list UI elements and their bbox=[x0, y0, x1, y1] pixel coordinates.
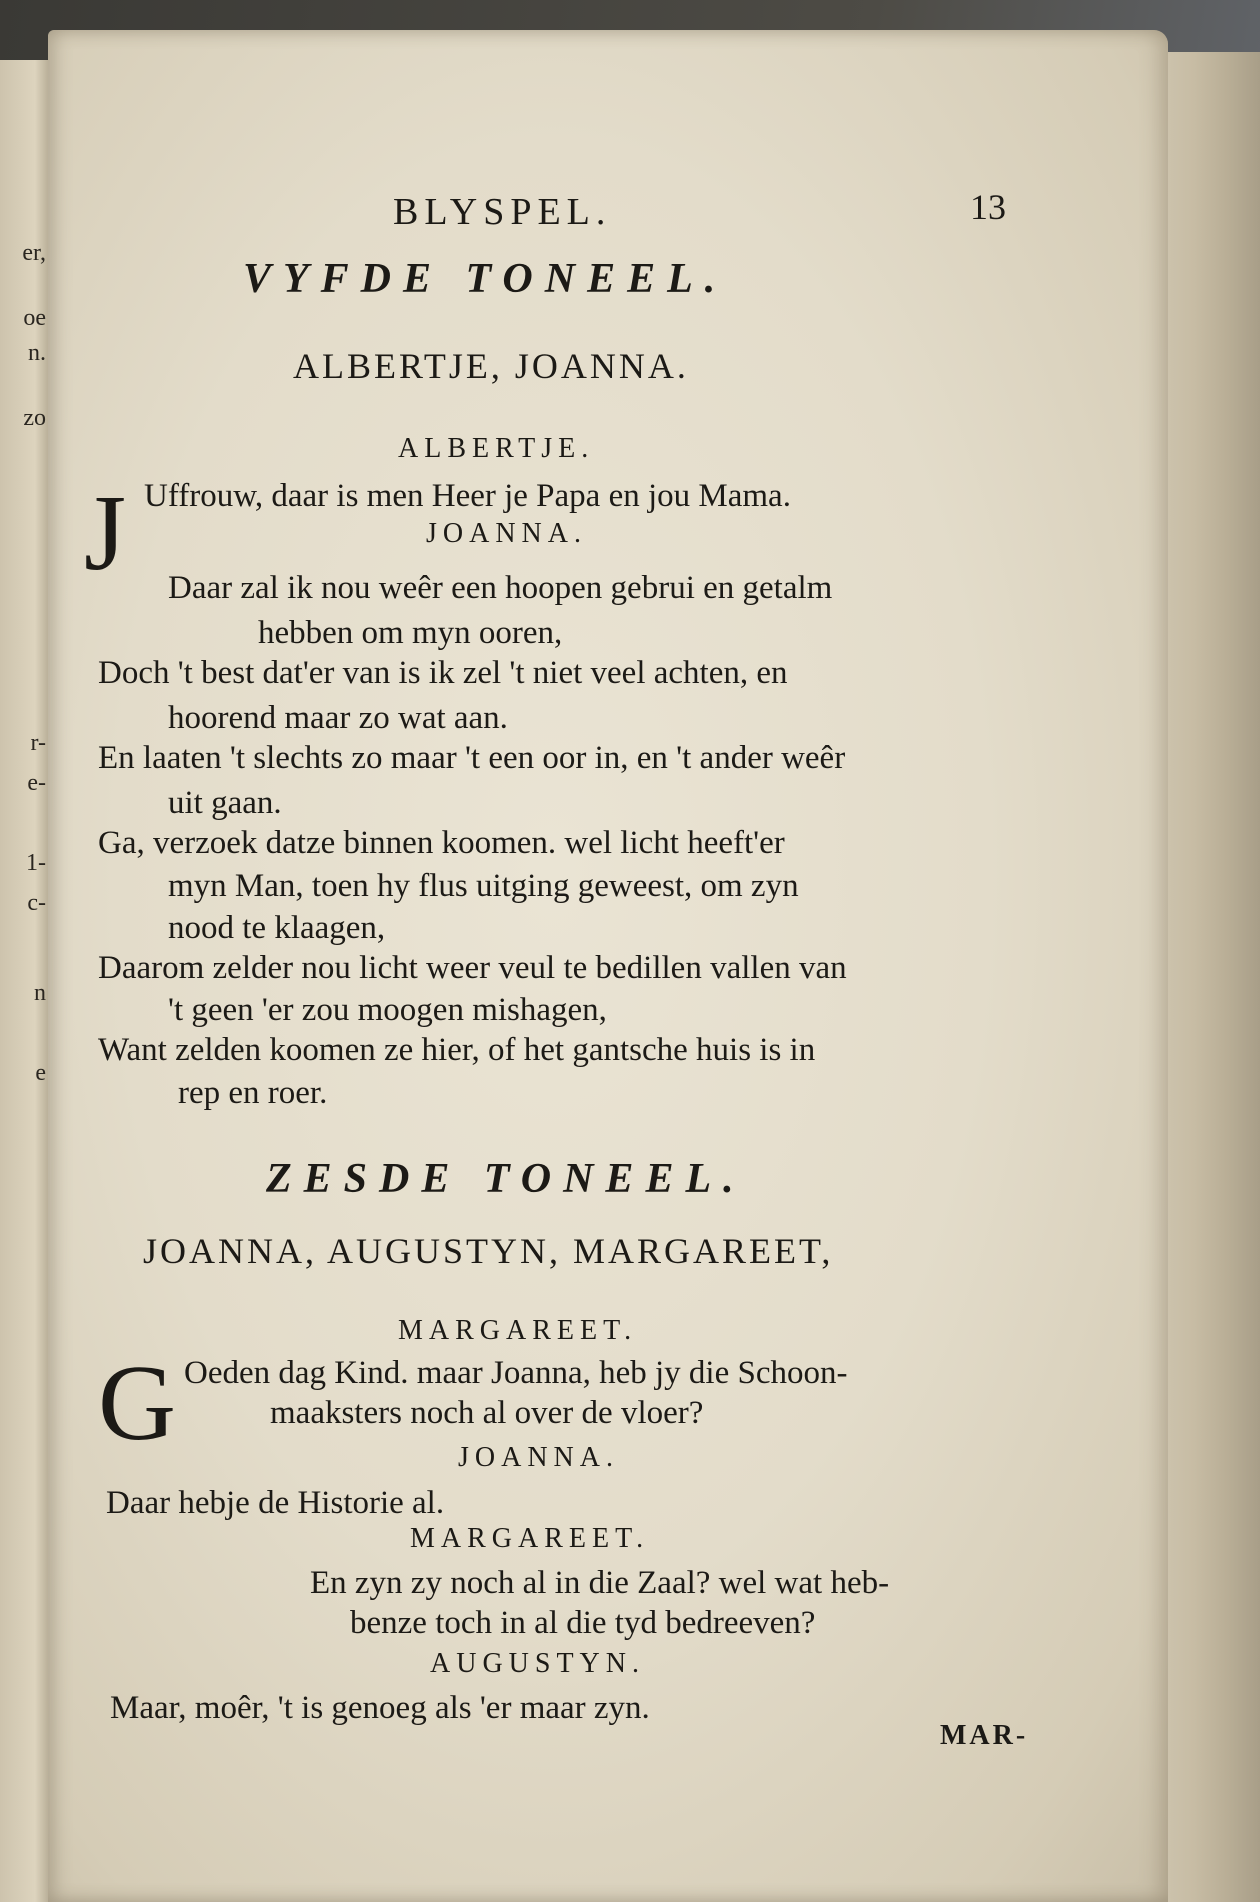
verse-line: Daar hebje de Historie al. bbox=[106, 1485, 445, 1521]
verse-line: nood te klaagen, bbox=[168, 910, 386, 946]
verse-line: benze toch in al die tyd bedreeven? bbox=[350, 1605, 816, 1641]
drop-cap: G bbox=[98, 1344, 176, 1463]
cast-list: JOANNA, AUGUSTYN, MARGAREET, bbox=[143, 1231, 834, 1271]
left-page-fragment: er, bbox=[22, 240, 46, 266]
left-page-fragment: e bbox=[35, 1060, 46, 1086]
verse-line: Uffrouw, daar is men Heer je Papa en jou Mama. bbox=[144, 478, 791, 514]
page-number: 13 bbox=[970, 187, 1006, 227]
verse-line: maaksters noch al over de vloer? bbox=[270, 1395, 704, 1431]
scene-title: ZESDE TONEEL. bbox=[266, 1156, 746, 1202]
verse-line: rep en roer. bbox=[178, 1075, 328, 1111]
left-page-fragment: n. bbox=[28, 340, 46, 366]
speaker-name: AUGUSTYN. bbox=[430, 1648, 645, 1679]
verse-line: Daar zal ik nou weêr een hoopen gebrui en getalm bbox=[168, 570, 833, 606]
verse-line: hoorend maar zo wat aan. bbox=[168, 700, 508, 736]
drop-cap: J bbox=[84, 474, 127, 593]
verse-line: myn Man, toen hy flus uitging geweest, om zyn bbox=[168, 868, 799, 904]
left-page-fragment: zo bbox=[23, 405, 46, 431]
verse-line: Want zelden koomen ze hier, of het gantsche huis is in bbox=[98, 1032, 816, 1068]
book-page bbox=[48, 30, 1168, 1902]
scene-title: VYFDE TONEEL. bbox=[243, 256, 728, 302]
left-page-fragment: n bbox=[34, 980, 46, 1006]
verse-line: hebben om myn ooren, bbox=[258, 615, 563, 651]
left-page-fragment: c- bbox=[27, 890, 46, 916]
catchword: MAR- bbox=[940, 1720, 1029, 1751]
verse-line: Daarom zelder nou licht weer veul te bedillen vallen van bbox=[98, 950, 847, 986]
verse-line: En zyn zy noch al in die Zaal? wel wat heb- bbox=[310, 1565, 890, 1601]
speaker-name: MARGAREET. bbox=[398, 1315, 638, 1346]
verse-line: Oeden dag Kind. maar Joanna, heb jy die Schoon- bbox=[184, 1355, 848, 1391]
left-page-fragment: r- bbox=[30, 730, 46, 756]
speaker-name: JOANNA. bbox=[458, 1442, 619, 1473]
verse-line: Doch 't best dat'er van is ik zel 't niet veel achten, en bbox=[98, 655, 788, 691]
left-page-edge bbox=[0, 60, 52, 1902]
verse-line: uit gaan. bbox=[168, 785, 282, 821]
speaker-name: ALBERTJE. bbox=[398, 433, 595, 464]
left-page-fragment: oe bbox=[23, 305, 46, 331]
verse-line: 't geen 'er zou moogen mishagen, bbox=[168, 992, 607, 1028]
verse-line: Ga, verzoek datze binnen koomen. wel licht heeft'er bbox=[98, 825, 785, 861]
left-page-fragment: e- bbox=[27, 770, 46, 796]
speaker-name: MARGAREET. bbox=[410, 1523, 650, 1554]
speaker-name: JOANNA. bbox=[426, 518, 587, 549]
verse-line: En laaten 't slechts zo maar 't een oor in, en 't ander weêr bbox=[98, 740, 846, 776]
left-page-fragment: 1- bbox=[26, 850, 46, 876]
cast-list: ALBERTJE, JOANNA. bbox=[293, 346, 689, 386]
verse-line: Maar, moêr, 't is genoeg als 'er maar zyn. bbox=[110, 1690, 650, 1726]
running-title: BLYSPEL. bbox=[393, 191, 612, 233]
